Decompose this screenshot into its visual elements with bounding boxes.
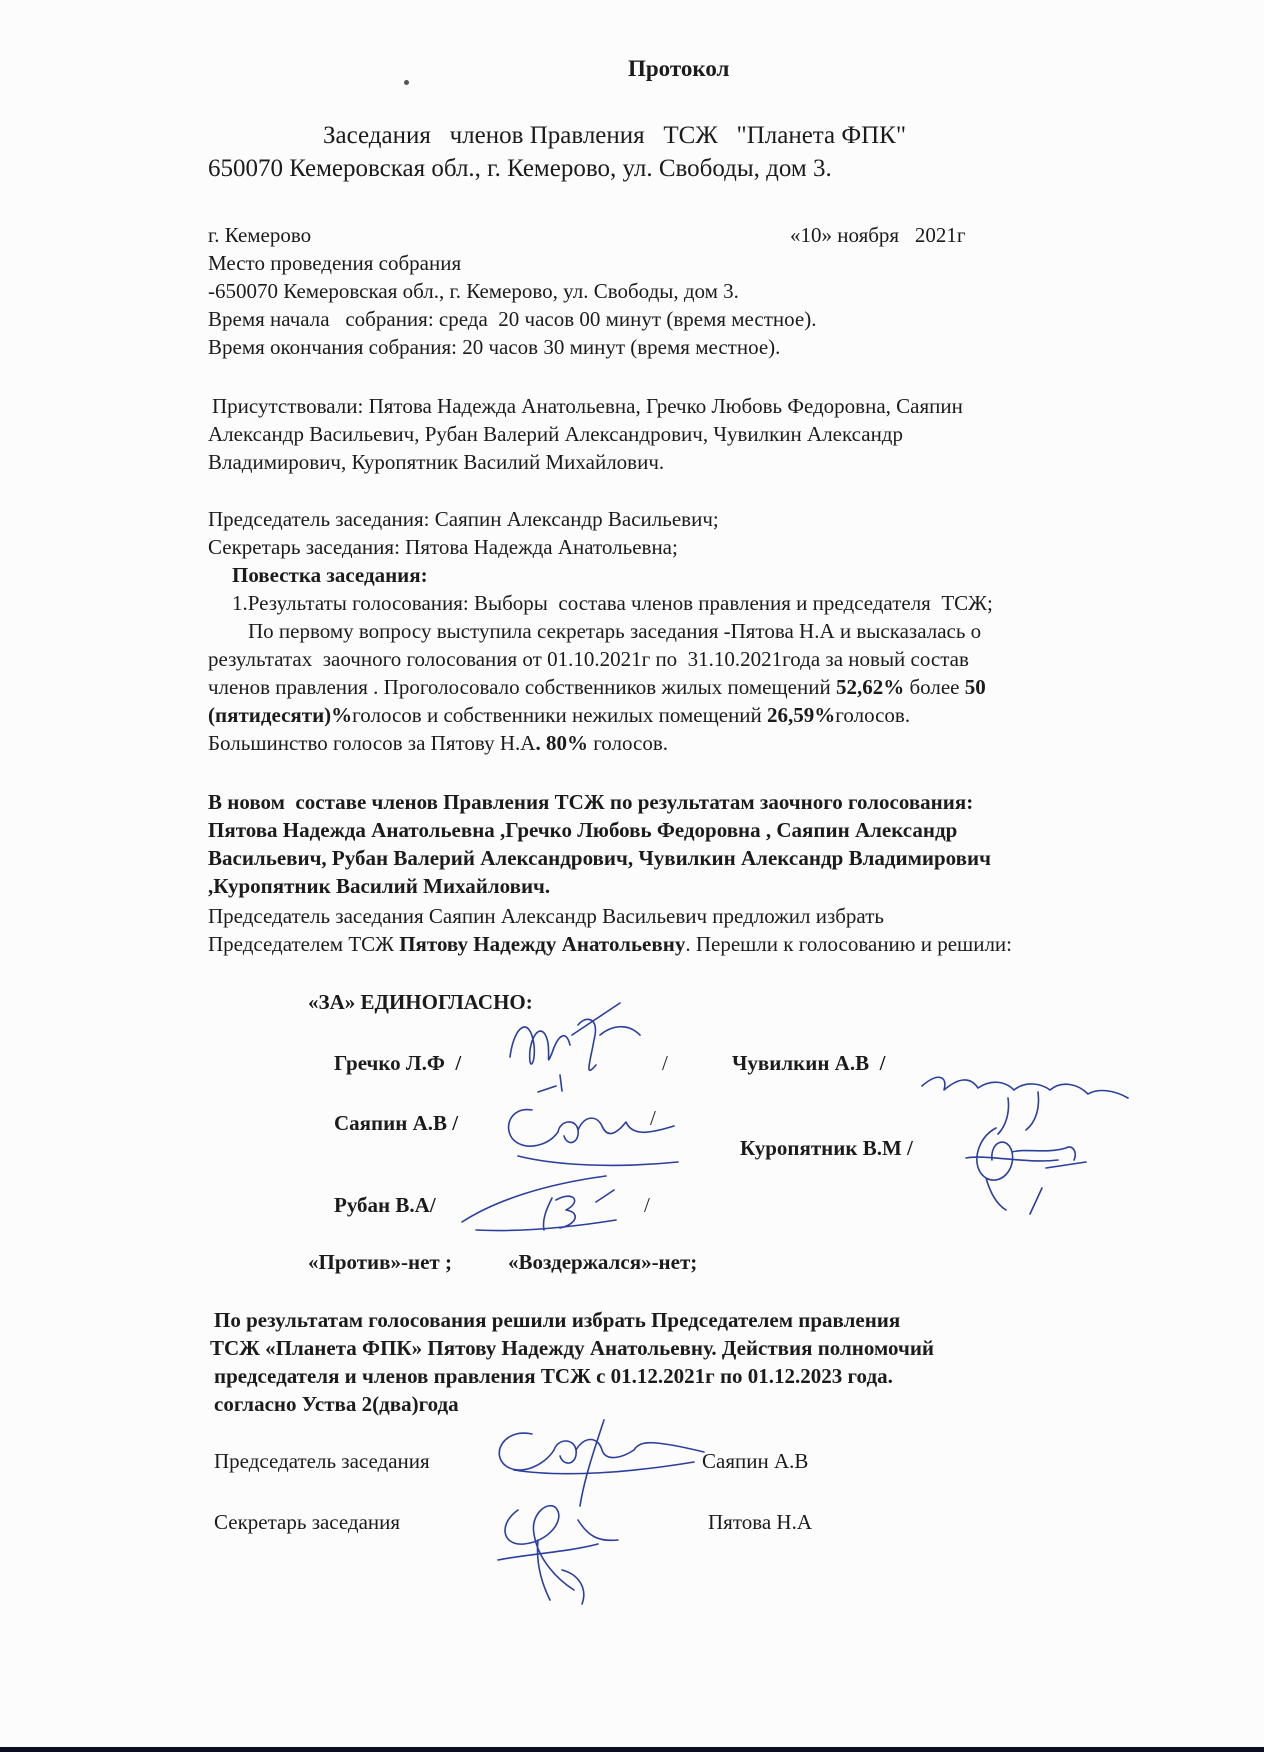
new-board-line: Васильевич, Рубан Валерий Александрович, Чувилкин Александр Владимирович [208, 846, 991, 870]
document-title: Протокол [628, 56, 730, 81]
signature-slash: / [662, 1051, 668, 1075]
new-board-line: ,Куропятник Василий Михайлович. [208, 874, 551, 898]
secretary-signature-label: Секретарь заседания [214, 1510, 401, 1534]
signature-ruban [456, 1160, 656, 1240]
result-line: ТСЖ «Планета ФПК» Пятову Надежду Анатольевну. Действия полномочий [210, 1336, 935, 1360]
vote-against: «Против»-нет ; [308, 1250, 452, 1274]
present-line: Владимирович, Куропятник Василий Михайлович. [208, 450, 665, 474]
paragraph-line: Большинство голосов за Пятову Н.А. 80% голосов. [208, 731, 668, 755]
venue-label: Место проведения собрания [208, 251, 462, 275]
proposal-line: Председателем ТСЖ Пятову Надежду Анатольевну. Перешли к голосованию и решили: [208, 932, 1013, 956]
voter-sayapin: Саяпин А.В / [334, 1111, 459, 1135]
signature-slash: / [644, 1193, 650, 1217]
result-line: По результатам голосования решили избрать Председателем правления [214, 1308, 901, 1332]
paragraph-line: членов правления . Проголосовало собственников жилых помещений 52,62% более 50 [208, 675, 986, 699]
secretary-line: Секретарь заседания: Пятова Надежда Анатольевна; [208, 535, 678, 559]
secretary-signature-name: Пятова Н.А [708, 1510, 813, 1534]
chairman-signature-label: Председатель заседания [214, 1449, 430, 1473]
scan-border [0, 1747, 1264, 1752]
voter-chuvilkin: Чувилкин А.В / [732, 1051, 886, 1075]
voter-ruban: Рубан В.А/ [334, 1193, 436, 1217]
venue-address: -650070 Кемеровская обл., г. Кемерово, ул. Свободы, дом 3. [208, 279, 739, 303]
document-address: 650070 Кемеровская обл., г. Кемерово, ул. Свободы, дом 3. [208, 155, 832, 182]
present-line: Александр Васильевич, Рубан Валерий Александрович, Чувилкин Александр [208, 422, 903, 446]
result-line: согласно Уства 2(два)года [214, 1392, 459, 1416]
voter-grechko: Гречко Л.Ф / [334, 1051, 462, 1075]
meeting-date: «10» ноября 2021г [790, 223, 966, 247]
result-line: председателя и членов правления ТСЖ с 01.12.2021г по 01.12.2023 года. [214, 1364, 893, 1388]
paragraph-line: результатах заочного голосования от 01.10.2021г по 31.10.2021года за новый состав [208, 647, 969, 671]
time-end: Время окончания собрания: 20 часов 30 минут (время местное). [208, 335, 781, 359]
paragraph-line: По первому вопросу выступила секретарь заседания -Пятова Н.А и высказалась о [248, 619, 982, 643]
signature-grechko [500, 995, 660, 1095]
new-board-line: Пятова Надежда Анатольевна ,Гречко Любовь Федоровна , Саяпин Александр [208, 818, 958, 842]
present-line: Присутствовали: Пятова Надежда Анатольевна, Гречко Любовь Федоровна, Саяпин [212, 394, 963, 418]
vote-heading: «ЗА» ЕДИНОГЛАСНО: [308, 990, 533, 1014]
proposal-line: Председатель заседания Саяпин Александр Васильевич предложил избрать [208, 904, 884, 928]
time-start: Время начала собрания: среда 20 часов 00 минут (время местное). [208, 307, 817, 331]
document-subtitle: Заседания членов Правления ТСЖ "Планета ФПК" [323, 122, 907, 149]
vote-abstained: «Воздержался»-нет; [508, 1250, 698, 1274]
chairman-signature-name: Саяпин А.В [702, 1449, 809, 1473]
agenda-heading: Повестка заседания: [232, 563, 428, 587]
signature-slash: / [650, 1106, 656, 1130]
agenda-item: 1.Результаты голосования: Выборы состава членов правления и председателя ТСЖ; [232, 591, 993, 615]
new-board-heading: В новом составе членов Правления ТСЖ по результатам заочного голосования: [208, 790, 974, 814]
voter-kuropyatnik: Куропятник В.М / [740, 1136, 913, 1160]
city: г. Кемерово [208, 223, 312, 247]
paragraph-line: (пятидесяти)%голосов и собственники нежилых помещений 26,59%голосов. [208, 703, 911, 727]
signature-kuropyatnik [946, 1108, 1096, 1218]
signature-secretary [478, 1480, 628, 1620]
chairman-line: Председатель заседания: Саяпин Александр Васильевич; [208, 507, 719, 531]
scan-speck [404, 80, 409, 85]
